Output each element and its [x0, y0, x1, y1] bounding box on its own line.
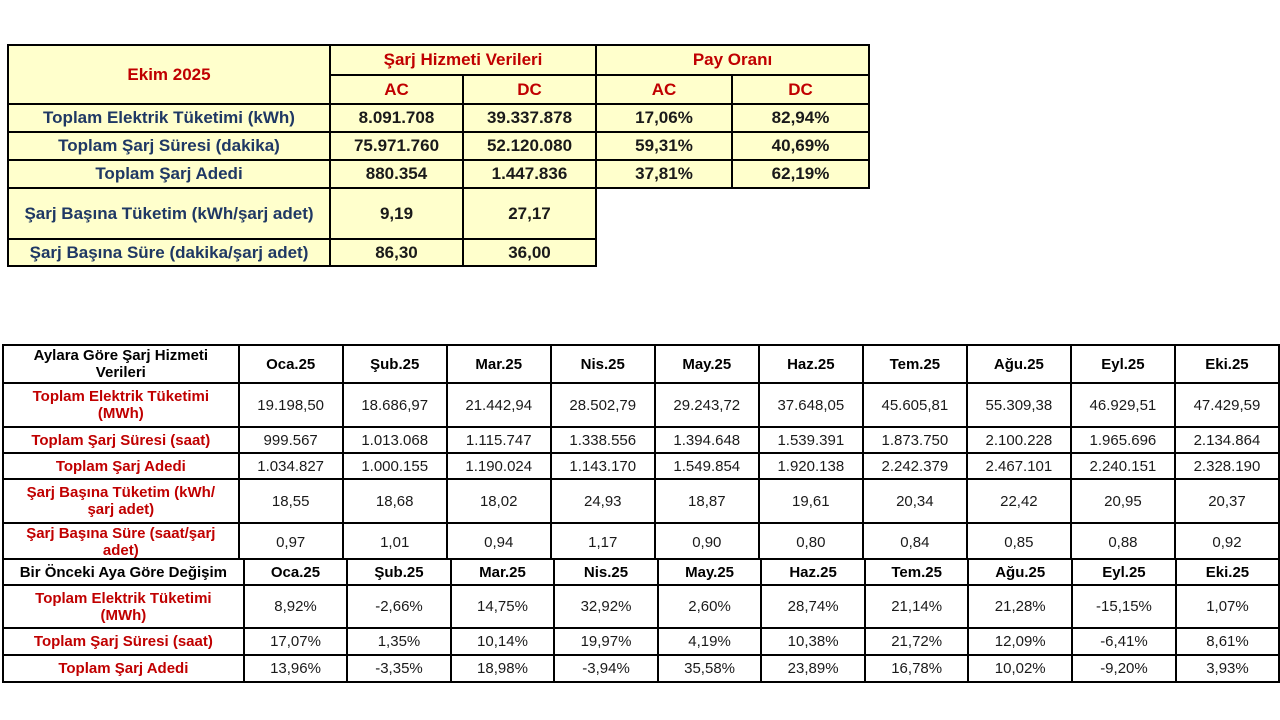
row-label-cell: Toplam Şarj Adedi	[3, 453, 239, 479]
value-cell: 19.198,50	[239, 383, 343, 427]
month-header-cell: Eki.25	[1176, 559, 1279, 585]
value-cell: -3,94%	[554, 655, 658, 682]
value-cell: 18,87	[655, 479, 759, 523]
value-cell: 29.243,72	[655, 383, 759, 427]
value-cell: 0,85	[967, 523, 1071, 561]
value-cell: 39.337.878	[463, 104, 596, 132]
value-cell: 1.920.138	[759, 453, 863, 479]
table-row	[3, 585, 1279, 628]
value-cell: 21,72%	[865, 628, 969, 655]
value-cell: 75.971.760	[330, 132, 463, 160]
table-row	[3, 383, 1279, 427]
value-cell: 35,58%	[658, 655, 762, 682]
value-cell: 45.605,81	[863, 383, 967, 427]
value-cell: 2.134.864	[1175, 427, 1279, 453]
subheader-dc: DC	[463, 75, 596, 104]
value-cell: 1.965.696	[1071, 427, 1175, 453]
table-title-cell: Aylara Göre Şarj Hizmeti Verileri	[3, 345, 239, 383]
month-header-cell: Şub.25	[347, 559, 450, 585]
value-cell: 18,55	[239, 479, 343, 523]
table-row	[8, 239, 869, 266]
value-cell: 0,84	[863, 523, 967, 561]
row-label-cell: Şarj Başına Tüketim (kWh/şarj adet)	[3, 479, 239, 523]
value-cell: 1.190.024	[447, 453, 551, 479]
value-cell: 1,35%	[347, 628, 450, 655]
value-cell: 55.309,38	[967, 383, 1071, 427]
value-cell: 18,02	[447, 479, 551, 523]
month-header-cell: Eyl.25	[1071, 345, 1175, 383]
value-cell: 13,96%	[244, 655, 348, 682]
value-cell: 10,14%	[451, 628, 555, 655]
value-cell: 1,07%	[1176, 585, 1279, 628]
month-header-cell: Mar.25	[447, 345, 551, 383]
value-cell: 46.929,51	[1071, 383, 1175, 427]
row-label-cell: Toplam Elektrik Tüketimi (MWh)	[3, 383, 239, 427]
value-cell: 82,94%	[732, 104, 869, 132]
value-cell: 17,06%	[596, 104, 732, 132]
value-cell: 1.115.747	[447, 427, 551, 453]
value-cell: 27,17	[463, 188, 596, 239]
value-cell: 3,93%	[1176, 655, 1279, 682]
month-header-cell: May.25	[658, 559, 762, 585]
value-cell: 2.467.101	[967, 453, 1071, 479]
value-cell: -9,20%	[1072, 655, 1176, 682]
table-row	[8, 160, 869, 188]
group-header-charge-service-data: Şarj Hizmeti Verileri	[330, 45, 596, 75]
value-cell: 37.648,05	[759, 383, 863, 427]
summary-title: Ekim 2025	[8, 45, 330, 104]
value-cell: 52.120.080	[463, 132, 596, 160]
table-row	[3, 655, 1279, 682]
value-cell: 1.000.155	[343, 453, 447, 479]
value-cell: 20,37	[1175, 479, 1279, 523]
subheader-share-ac: AC	[596, 75, 732, 104]
month-header-row	[3, 345, 1279, 383]
row-label-cell: Toplam Elektrik Tüketimi (kWh)	[8, 104, 330, 132]
value-cell: 24,93	[551, 479, 655, 523]
row-label-cell: Toplam Şarj Süresi (saat)	[3, 427, 239, 453]
value-cell: 47.429,59	[1175, 383, 1279, 427]
month-header-cell: Haz.25	[761, 559, 865, 585]
value-cell: 1.338.556	[551, 427, 655, 453]
month-header-cell: Nis.25	[551, 345, 655, 383]
value-cell: 19,97%	[554, 628, 658, 655]
value-cell: 999.567	[239, 427, 343, 453]
value-cell: 1.549.854	[655, 453, 759, 479]
table-row	[8, 188, 869, 239]
value-cell: 4,19%	[658, 628, 762, 655]
monthly-data-table	[2, 344, 1280, 562]
subheader-share-dc: DC	[732, 75, 869, 104]
value-cell: 0,94	[447, 523, 551, 561]
row-label-cell: Toplam Şarj Adedi	[8, 160, 330, 188]
value-cell: 21.442,94	[447, 383, 551, 427]
value-cell: 8,92%	[244, 585, 348, 628]
value-cell: 62,19%	[732, 160, 869, 188]
value-cell: 19,61	[759, 479, 863, 523]
value-cell: 0,90	[655, 523, 759, 561]
value-cell: 21,28%	[968, 585, 1072, 628]
row-label-cell: Toplam Şarj Süresi (saat)	[3, 628, 244, 655]
value-cell: 880.354	[330, 160, 463, 188]
month-header-cell: May.25	[655, 345, 759, 383]
value-cell: 1,17	[551, 523, 655, 561]
table-row	[3, 523, 1279, 561]
row-label-cell: Şarj Başına Süre (dakika/şarj adet)	[8, 239, 330, 266]
value-cell: 18,98%	[451, 655, 555, 682]
summary-table	[7, 44, 870, 267]
value-cell: -15,15%	[1072, 585, 1176, 628]
value-cell: 9,19	[330, 188, 463, 239]
value-cell: 20,34	[863, 479, 967, 523]
value-cell: 10,02%	[968, 655, 1072, 682]
monthly-change-table	[2, 558, 1280, 683]
value-cell: -3,35%	[347, 655, 450, 682]
table-row	[8, 132, 869, 160]
table-row	[3, 628, 1279, 655]
value-cell: 8.091.708	[330, 104, 463, 132]
value-cell: 59,31%	[596, 132, 732, 160]
value-cell: 22,42	[967, 479, 1071, 523]
value-cell: 8,61%	[1176, 628, 1279, 655]
month-header-cell: Şub.25	[343, 345, 447, 383]
month-header-cell: Haz.25	[759, 345, 863, 383]
value-cell: 86,30	[330, 239, 463, 266]
value-cell: 21,14%	[865, 585, 969, 628]
month-header-cell: Eki.25	[1175, 345, 1279, 383]
value-cell: 2.328.190	[1175, 453, 1279, 479]
month-header-cell: Ağu.25	[967, 345, 1071, 383]
value-cell: 17,07%	[244, 628, 348, 655]
value-cell: 1,01	[343, 523, 447, 561]
value-cell: 10,38%	[761, 628, 865, 655]
month-header-cell: Oca.25	[239, 345, 343, 383]
value-cell: 0,97	[239, 523, 343, 561]
value-cell: 2,60%	[658, 585, 762, 628]
value-cell: 12,09%	[968, 628, 1072, 655]
value-cell: 28,74%	[761, 585, 865, 628]
value-cell: 1.034.827	[239, 453, 343, 479]
row-label-cell: Şarj Başına Tüketim (kWh/şarj adet)	[8, 188, 330, 239]
value-cell: 40,69%	[732, 132, 869, 160]
value-cell: -2,66%	[347, 585, 450, 628]
value-cell: 0,80	[759, 523, 863, 561]
subheader-ac: AC	[330, 75, 463, 104]
value-cell: 37,81%	[596, 160, 732, 188]
value-cell: 18.686,97	[343, 383, 447, 427]
row-label-cell: Toplam Şarj Süresi (dakika)	[8, 132, 330, 160]
value-cell: 36,00	[463, 239, 596, 266]
table-title-cell: Bir Önceki Aya Göre Değişim	[3, 559, 244, 585]
value-cell: 0,92	[1175, 523, 1279, 561]
month-header-cell: Mar.25	[451, 559, 555, 585]
row-label-cell: Toplam Şarj Adedi	[3, 655, 244, 682]
group-header-share-ratio: Pay Oranı	[596, 45, 869, 75]
value-cell: 0,88	[1071, 523, 1175, 561]
empty-area	[596, 188, 869, 239]
value-cell: 20,95	[1071, 479, 1175, 523]
value-cell: 23,89%	[761, 655, 865, 682]
table-row	[3, 453, 1279, 479]
month-header-cell: Nis.25	[554, 559, 658, 585]
value-cell: 14,75%	[451, 585, 555, 628]
table-row	[3, 479, 1279, 523]
month-header-cell: Oca.25	[244, 559, 348, 585]
row-label-cell: Toplam Elektrik Tüketimi (MWh)	[3, 585, 244, 628]
empty-area	[596, 239, 869, 266]
value-cell: 1.447.836	[463, 160, 596, 188]
summary-header-row	[8, 45, 869, 75]
value-cell: 1.143.170	[551, 453, 655, 479]
value-cell: 1.873.750	[863, 427, 967, 453]
month-header-cell: Ağu.25	[968, 559, 1072, 585]
month-header-cell: Tem.25	[863, 345, 967, 383]
value-cell: 2.240.151	[1071, 453, 1175, 479]
table-row	[8, 104, 869, 132]
value-cell: 2.242.379	[863, 453, 967, 479]
month-header-row	[3, 559, 1279, 585]
month-header-cell: Eyl.25	[1072, 559, 1176, 585]
value-cell: 18,68	[343, 479, 447, 523]
value-cell: 28.502,79	[551, 383, 655, 427]
value-cell: 16,78%	[865, 655, 969, 682]
value-cell: 1.539.391	[759, 427, 863, 453]
row-label-cell: Şarj Başına Süre (saat/şarj adet)	[3, 523, 239, 561]
month-header-cell: Tem.25	[865, 559, 969, 585]
table-row	[3, 427, 1279, 453]
value-cell: -6,41%	[1072, 628, 1176, 655]
value-cell: 2.100.228	[967, 427, 1071, 453]
value-cell: 1.013.068	[343, 427, 447, 453]
value-cell: 32,92%	[554, 585, 658, 628]
value-cell: 1.394.648	[655, 427, 759, 453]
